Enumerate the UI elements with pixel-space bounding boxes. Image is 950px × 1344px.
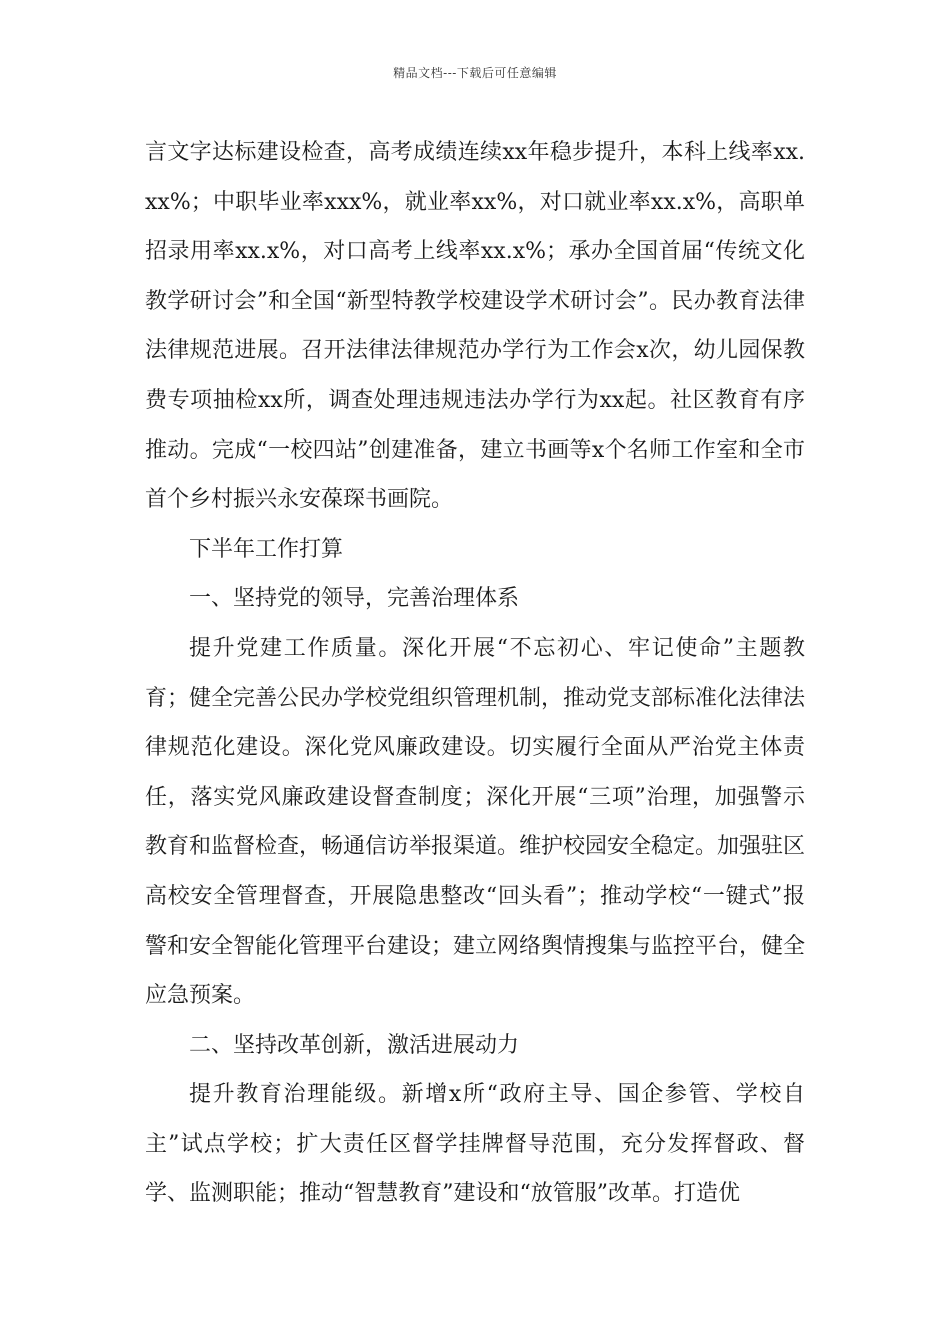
- section-heading-1: 一、坚持党的领导，完善治理体系: [189, 586, 520, 612]
- document-body: [145, 128, 805, 1219]
- section-heading-2: 二、坚持改革创新，激活进展动力: [189, 1032, 520, 1058]
- paragraph-governance: 提升教育治理能级。新增x所“政府主导、国企参管、学校自主”试点学校；扩大责任区督学挂牌督导范围，充分发挥督政、督学、监测职能；推动“智慧教育”建设和“放管服”改革。打造优: [145, 1082, 805, 1207]
- page-header: 精品文档---下载后可任意编辑: [393, 66, 557, 80]
- section-heading-plan: 下半年工作打算: [189, 536, 344, 562]
- paragraph-party-building: 提升党建工作质量。深化开展“不忘初心、牢记使命”主题教育；健全完善公民办学校党组织管理机制，推动党支部标准化法律法律规范化建设。深化党风廉政建设。切实履行全面从严治党主体责任，落实党风廉政建设督查制度；深化开展“三项”治理，加强警示教育和监督检查，畅通信访举报渠道。维护校园安全稳定。加强驻区高校安全管理督查，开展隐患整改“回头看”；推动学校“一键式”报警和安全智能化管理平台建设；建立网络舆情搜集与监控平台，健全应急预案。: [145, 635, 806, 1009]
- paragraph-continuation: 言文字达标建设检查，高考成绩连续xx年稳步提升，本科上线率xx.xx%；中职毕业率xxx%，就业率xx%，对口就业率xx.x%，高职单招录用率xx.x%，对口高考上线率xx.x%；承办全国首届“传统文化教学研讨会”和全国“新型特教学校建设学术研讨会”。民办教育法律法律规范进展。召开法律法律规范办学行为工作会x次，幼儿园保教费专项抽检xx所，调查处理违规违法办学行为xx起。社区教育有序推动。完成“一校四站”创建准备，建立书画等x个名师工作室和全市首个乡村振兴永安葆琛书画院。: [145, 140, 805, 513]
